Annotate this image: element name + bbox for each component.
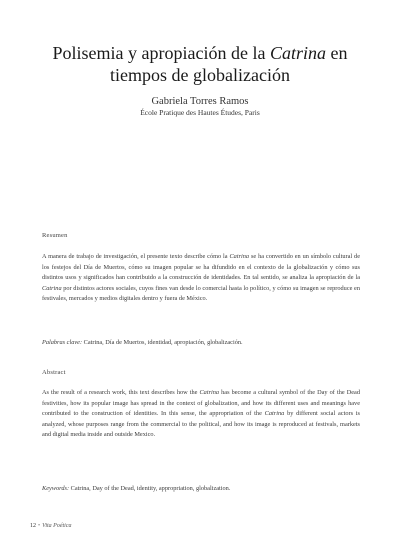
abstract-body [42,388,360,441]
resumen-text-c: por distintos actores sociales, cuyos fines van desde lo comercial hasta lo político, y cómo su imagen se reproduce en festivales, mercados y medios digitales dentro y fuera de México. [42,284,360,302]
abstract-keywords-label: Keywords: [42,485,70,492]
resumen-keywords-list: Catrina, Día de Muertos, identidad, apropiación, globalización. [83,339,243,346]
resumen-body [42,252,360,305]
resumen-catrina-2: Catrina [42,284,62,292]
resumen-keywords [42,338,360,349]
title-part-1: Polisemia y apropiación de la [52,43,270,63]
abstract-keywords [42,484,360,495]
title-italic-word: Catrina [269,43,326,63]
abstract-catrina-2: Catrina [264,410,285,417]
abstract-keywords-list: Catrina, Day of the Dead, identity, appropriation, globalization. [70,485,231,492]
author-name: Gabriela Torres Ramos [151,96,249,107]
title-part-2: en tiempos de globalización [110,43,348,85]
page-number: 12 [30,523,36,529]
page-footer [30,523,72,529]
abstract-text-b: has become a cultural symbol of the Day of the Dead festivities, how its popular image has spread in the context of globalization, and how its different uses and meanings have contributed to the construction of identities. In this sense, the appropriation of the [42,389,360,417]
author-affiliation: École Pratique des Hautes Études, Paris [140,108,260,117]
resumen-text-a: A manera de trabajo de investigación, el presente texto describe cómo la [42,253,230,260]
journal-name: Vita Poética [42,523,72,529]
resumen-text-b: se ha convertido en un símbolo cultural de los festejos del Día de Muertos, cómo su imagen popular se ha difundido en el contexto de la globalización y cómo sus distintos usos y significados han contribuido a la construcción de identidades. En tal sentido, se analiza la apropiación de la [42,253,360,281]
resumen-catrina-1: Catrina [229,253,250,260]
resumen-keywords-label: Palabras clave: [42,339,83,346]
abstract-heading: Abstract [42,369,66,376]
abstract-text-c: by different social actors is analyzed, whose purposes range from the commercial to the political, and how its image is reproduced at festivals, markets and digital media inside and outside Mexico. [42,410,361,438]
footer-separator: • [38,523,41,529]
resumen-heading: Resumen [42,232,68,239]
article-title [30,42,370,86]
abstract-catrina-1: Catrina [199,389,220,396]
abstract-text-a: As the result of a research work, this text describes how the [42,389,200,396]
